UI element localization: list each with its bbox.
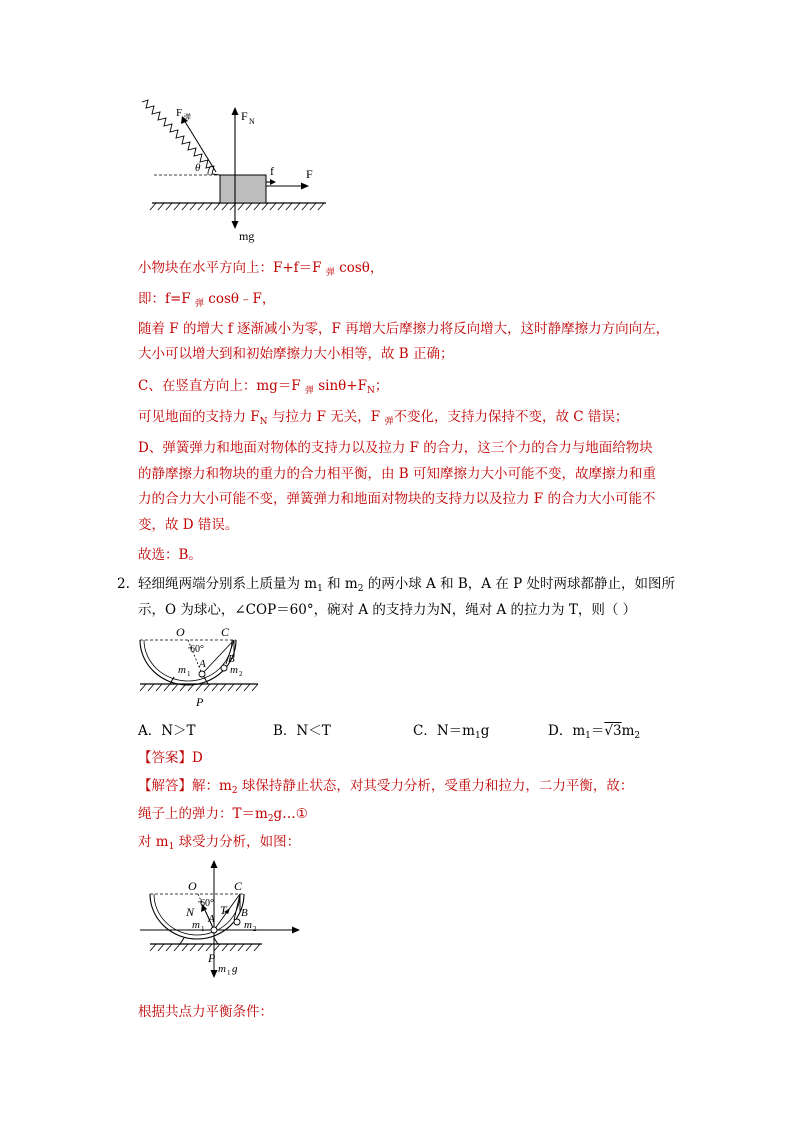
- sol1-line-3: 随着 F 的增大 f 逐渐减小为零，F 再增大后摩擦力将反向增大，这时静摩擦力方向向左，: [138, 321, 670, 337]
- answer-line: [138, 749, 203, 767]
- sol1-line-10: 变，故 D 错误。: [138, 517, 239, 533]
- analysis-line: 【解答】解：$m_2$ 球保持静止状态，对其受力分析，受重力和拉力，二力平衡，故：: [138, 778, 634, 796]
- fig1-label-fspring: F: [176, 107, 183, 119]
- fig2-label-m2: m: [230, 664, 238, 676]
- fig1-label-fspring-sub: 弹: [184, 113, 191, 121]
- fig2-label-C: C: [221, 625, 230, 639]
- sol1-line-7: D、弹簧弹力和地面对物体的支持力以及拉力 F 的合力，这三个力的合力与地面给物块: [138, 440, 653, 456]
- sol1-line-5: C、在竖直方向上：mg＝F $_弹$ $\sin\theta+F_N$；: [138, 378, 389, 396]
- option-c: C．$N=m_1g$: [413, 723, 490, 741]
- fig2-label-O: O: [176, 625, 185, 639]
- fig2-label-m1: m: [178, 664, 186, 676]
- fig1-label-mg: mg: [239, 229, 255, 243]
- fig3-label-B: B: [241, 907, 248, 919]
- fig3-label-angle: 60°: [200, 898, 214, 909]
- fig3-label-P: P: [208, 951, 216, 965]
- figure-force-diagram: [136, 856, 306, 981]
- sol1-line-9: 力的合力大小可能不变，弹簧弹力和地面对物块的支持力以及拉力 F 的合力大小可能不: [138, 491, 656, 507]
- fig2-label-B: B: [228, 653, 235, 665]
- fig3-label-m1-sub: 1: [201, 925, 205, 933]
- fig1-label-F: F: [306, 167, 313, 181]
- fig3-label-mg-m: m: [218, 963, 226, 975]
- equilibrium-line: 根据共点力平衡条件：: [138, 1004, 273, 1020]
- fig3-label-m1: m: [192, 919, 200, 931]
- fig1-label-theta: θ: [195, 162, 201, 174]
- fig3-label-mg-sub: 1: [227, 969, 231, 977]
- fig2-label-A: A: [199, 658, 206, 670]
- analysis-label: 【解答】: [138, 778, 192, 794]
- fig3-label-O: O: [188, 879, 197, 893]
- fig3-label-T: T: [220, 903, 227, 917]
- fig3-label-A: A: [208, 913, 215, 925]
- sol1-line-1: 小物块在水平方向上：F+f＝F $_弹$ cosθ，: [138, 260, 384, 278]
- fig3-label-m2: m: [244, 919, 252, 931]
- fig2-label-P: P: [196, 695, 204, 709]
- sol1-line-4: 大小可以增大到和初始摩擦力大小相等，故 B 正确；: [138, 346, 454, 362]
- fig2-label-angle: 60°: [190, 644, 204, 655]
- tension-line: 绳子上的弹力：$T=m_2g\dots ①$: [138, 806, 308, 824]
- fig3-label-C: C: [234, 879, 243, 893]
- fig2-label-m2-sub: 2: [239, 670, 243, 678]
- sol1-line-2: 即：f=F $_弹$ cosθ﹣F，: [138, 291, 276, 309]
- fig3-label-N: N: [186, 905, 195, 919]
- q2-number: 2.: [117, 576, 130, 592]
- fig2-label-m1-sub: 1: [187, 670, 191, 678]
- sol1-line-8: 的静摩擦力和物块的重力的合力相平衡，由 B 可知摩擦力大小可能不变，故摩擦力和重: [138, 466, 657, 482]
- option-b: B．N＜T: [273, 723, 331, 739]
- figure-block-spring: [138, 96, 338, 246]
- force-analysis-line: 对 $m_1$ 球受力分析，如图：: [138, 834, 301, 852]
- fig3-label-mg-g: g: [232, 963, 238, 975]
- option-a: A．N＞T: [138, 723, 196, 739]
- circle-one: ①: [295, 806, 308, 822]
- sol1-line-6: 可见地面的支持力 $F_N$ 与拉力 F 无关，F $_弹$不变化，支持力保持不变，故 C 错误；: [138, 409, 629, 427]
- answer-label: 【答案】: [138, 750, 192, 766]
- q2-stem-line-2: 示，O 为球心，∠COP＝60°，碗对 A 的支持力为N，绳对 A 的拉力为 T，则（ ）: [138, 602, 637, 618]
- q2-stem-line-1: 轻细绳两端分别系上质量为 $m_1$ 和 $m_2$ 的两小球 A 和 B，A 在 P 处时两球都静止，如图所: [138, 576, 675, 594]
- fig1-label-fn-sub: N: [249, 117, 255, 126]
- sol1-line-11: 故选：B。: [138, 547, 202, 563]
- fig3-label-m2-sub: 2: [253, 925, 257, 933]
- fig1-label-f: f: [270, 164, 274, 178]
- answer-value: D: [192, 750, 203, 766]
- figure-bowl: [136, 622, 266, 712]
- option-d: D．$m_1=√3m_2$: [548, 723, 641, 741]
- sqrt3: √3: [604, 723, 622, 739]
- fig1-label-fn: F: [241, 109, 248, 123]
